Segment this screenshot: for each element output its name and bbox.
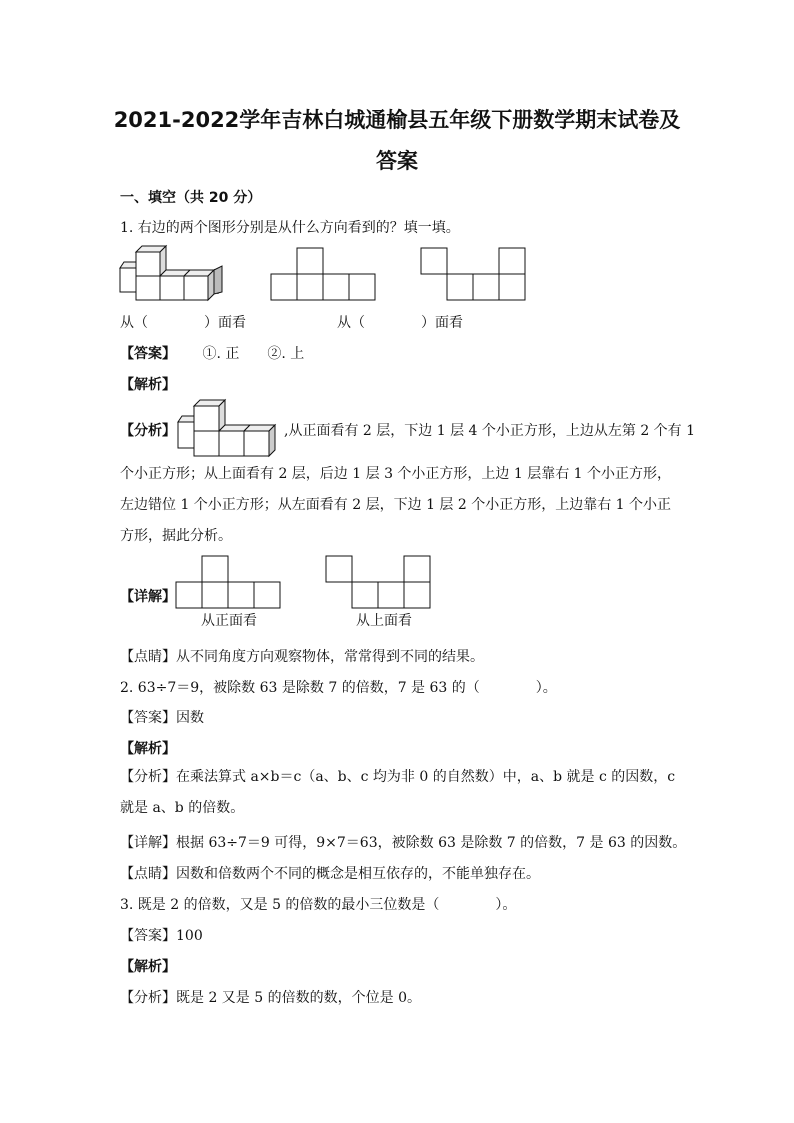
q2-answer: 【答案】因数 xyxy=(120,710,204,726)
q1-fenxi-inline-text: ,从正面看有 2 层，下边 1 层 4 个小正方形，上边从左第 2 个有 1 xyxy=(284,423,696,439)
q2-detail: 【详解】根据 63÷7＝9 可得，9×7＝63，被除数 63 是除数 7 的倍数，7 是 63 的因数。 xyxy=(120,835,687,851)
detail-front-view-figure xyxy=(176,556,281,610)
fenxi-label: 【分析】 xyxy=(120,423,176,439)
document-title-line2: 答案 xyxy=(376,149,418,173)
cube-stack-inline-figure xyxy=(176,400,286,456)
q1-dianjing: 【点睛】从不同角度方向观察物体，常常得到不同的结果。 xyxy=(120,649,484,665)
q2-dianjing: 【点睛】因数和倍数两个不同的概念是相互依存的，不能单独存在。 xyxy=(120,866,540,882)
q2-analysis-label: 【解析】 xyxy=(120,741,176,757)
q1-question: 1. 右边的两个图形分别是从什么方向看到的？填一填。 xyxy=(120,220,460,236)
q3-fenxi: 【分析】既是 2 又是 5 的倍数的数，个位是 0。 xyxy=(120,990,421,1006)
q1-fenxi-label xyxy=(120,420,176,440)
q1-detail-label: 【详解】 xyxy=(120,589,176,605)
top-view-figure xyxy=(421,248,526,302)
answer-label: 【答案】 xyxy=(120,346,176,362)
q1-blank-2: 从（ ）面看 xyxy=(337,315,463,331)
q2-fenxi: 【分析】在乘法算式 a×b＝c（a、b、c 均为非 0 的自然数）中，a、b 就是 c 的因数，c 就是 a、b 的倍数。 xyxy=(120,769,676,816)
q3-answer: 【答案】100 xyxy=(120,928,203,944)
caption-top-view: 从上面看 xyxy=(356,613,412,629)
document-title-line1: 2021-2022学年吉林白城通榆县五年级下册数学期末试卷及 xyxy=(113,108,681,132)
q1-blank-1: 从（ ）面看 xyxy=(120,315,246,331)
q1-analysis-label: 【解析】 xyxy=(120,377,176,393)
detail-top-view-figure xyxy=(326,556,431,610)
q1-fenxi-continued: 个小正方形；从上面看有 2 层，后边 1 层 3 个小正方形，上边 1 层靠右 1 个小正方形，左边错位 1 个小正方形；从左面看有 2 层，下边 1 层 2 个小正方形，上边靠右 1 个小正方形，据此分析。 xyxy=(120,466,672,544)
q1-answer xyxy=(120,343,304,363)
q2-question: 2. 63÷7＝9，被除数 63 是除数 7 的倍数，7 是 63 的（ ）。 xyxy=(120,680,557,696)
answer-text: ①. 正 ②. 上 xyxy=(202,346,305,362)
front-view-figure xyxy=(271,248,376,302)
section-heading: 一、填空（共 20 分） xyxy=(120,190,262,206)
q3-analysis-label: 【解析】 xyxy=(120,959,176,975)
q3-question: 3. 既是 2 的倍数，又是 5 的倍数的最小三位数是（ ）。 xyxy=(120,897,517,913)
caption-front-view: 从正面看 xyxy=(201,613,257,629)
cube-stack-figure xyxy=(118,248,228,302)
